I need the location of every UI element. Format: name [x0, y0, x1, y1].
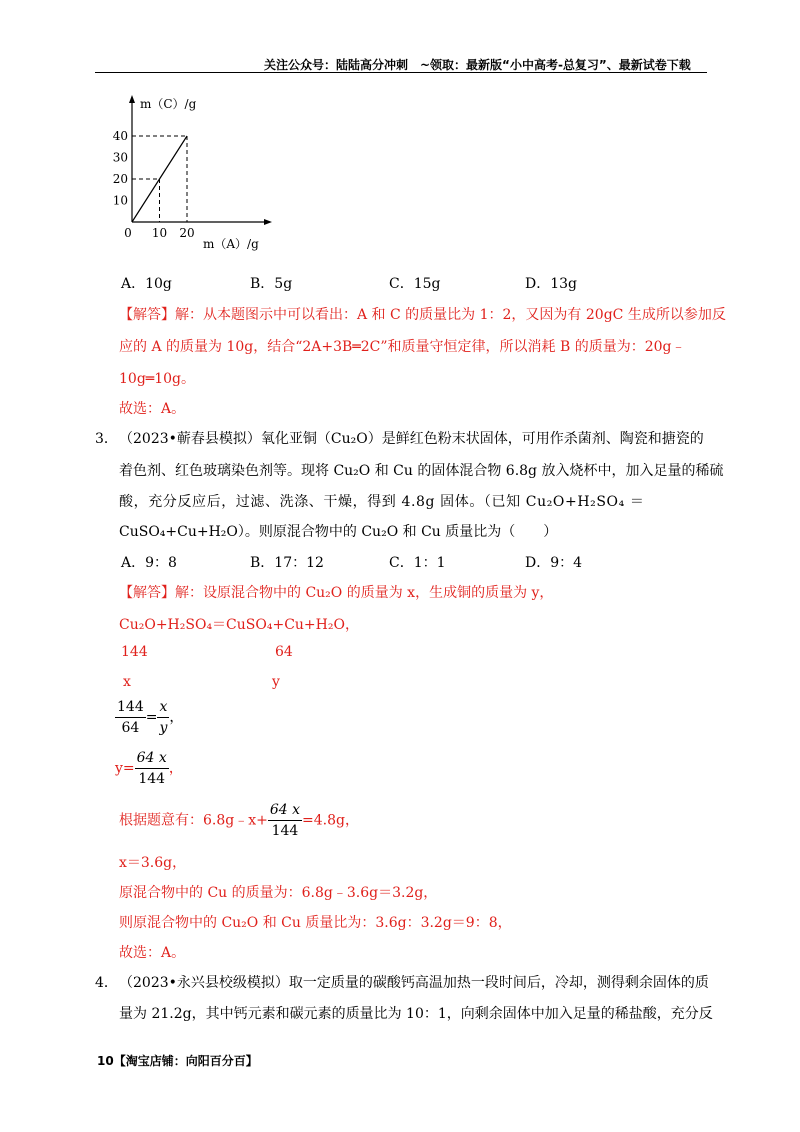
- y-tail: ，: [168, 760, 183, 777]
- y-tick-label: 30: [112, 150, 128, 165]
- q3-option-a: A．9：8: [121, 555, 177, 571]
- y-tick-label: 40: [112, 129, 128, 143]
- x-result: x＝3.6g，: [119, 855, 187, 871]
- page-number: 10: [97, 1054, 114, 1068]
- x-tick-label: 0: [124, 226, 132, 240]
- q2-answer-line1: 【解答】解：从本题图示中可以看出：A 和 C 的质量比为 1：2，又因为有 20gC 生成所以参加反: [119, 307, 726, 323]
- y-tick-label: 10: [112, 193, 128, 208]
- header-rule: [95, 72, 707, 73]
- fraction-right-den: y: [159, 720, 168, 736]
- condition-fraction: [268, 800, 302, 841]
- footer: [97, 1052, 258, 1069]
- q3-answer-line1: 【解答】解：设原混合物中的 Cu₂O 的质量为 x，生成铜的质量为 y，: [119, 585, 554, 601]
- y-fraction-den: 144: [138, 771, 166, 787]
- q2-option-b: B．5g: [250, 276, 293, 292]
- q3-line4: CuSO₄+Cu+H₂O）。则原混合物中的 Cu₂O 和 Cu 质量比为（ ）: [119, 524, 558, 540]
- q3-option-b: B．17：12: [250, 555, 324, 571]
- mass-chart: [110, 92, 280, 252]
- y-fraction: [135, 748, 169, 789]
- q3-line3: 酸，充分反应后，过滤、洗涤、干燥，得到 4.8g 固体。（已知 Cu₂O+H₂SO₄ ＝: [119, 494, 645, 510]
- condition-fraction-den: 144: [271, 823, 299, 839]
- condition-prefix: 根据题意有：6.8g﹣x+: [119, 812, 268, 829]
- condition-fraction-num: 64 x: [268, 800, 302, 821]
- equals-sign: =: [145, 709, 158, 726]
- q3-answer-equation: Cu₂O+H₂SO₄＝CuSO₄+Cu+H₂O，: [119, 617, 359, 633]
- condition-tail: =4.8g，: [302, 812, 359, 829]
- q3-option-c: C．1：1: [389, 555, 446, 571]
- y-axis-label: m（C）/g: [140, 97, 197, 111]
- cu-mass: 原混合物中的 Cu 的质量为：6.8g﹣3.6g＝3.2g，: [119, 885, 438, 901]
- fraction-left: [115, 697, 146, 738]
- q2-option-c: C．15g: [389, 276, 441, 292]
- fraction-left-num: 144: [115, 697, 146, 718]
- condition-expression: [119, 800, 359, 841]
- mass-ratio: 则原混合物中的 Cu₂O 和 Cu 质量比为：3.6g：3.2g＝9：8，: [119, 915, 512, 931]
- ratio-tail: ，: [169, 709, 184, 726]
- q3-answer-var-y: y: [272, 674, 280, 690]
- q3-answer-choice: 故选：A。: [119, 945, 186, 961]
- q2-answer-line2: 应的 A 的质量为 10g，结合“2A+3B═2C”和质量守恒定律，所以消耗 B 的质量为：20g﹣: [119, 339, 686, 355]
- x-tick-label: 20: [179, 226, 195, 240]
- q3-answer-mass-cu2o: 144: [121, 644, 148, 660]
- x-axis-label: m（A）/g: [203, 237, 259, 251]
- ratio-equation: [115, 697, 183, 738]
- q4-line1: （2023•永兴县校级模拟）取一定质量的碳酸钙高温加热一段时间后，冷却，测得剩余固体的质: [119, 975, 709, 991]
- q4-number: 4．: [95, 975, 118, 991]
- q3-answer-mass-cu: 64: [275, 644, 293, 660]
- q2-answer-choice: 故选：A。: [119, 401, 186, 417]
- q2-answer-line3: 10g═10g。: [119, 371, 195, 387]
- q3-option-d: D．9：4: [525, 555, 583, 571]
- q3-number: 3．: [95, 431, 118, 447]
- q2-option-a: A．10g: [121, 276, 172, 292]
- fraction-right: [157, 697, 169, 738]
- y-prefix: y=: [115, 760, 135, 777]
- q2-option-d: D．13g: [525, 276, 578, 292]
- y-expression: [115, 748, 183, 789]
- x-axis-arrow: [264, 219, 272, 225]
- q4-line2: 量为 21.2g，其中钙元素和碳元素的质量比为 10：1，向剩余固体中加入足量的稀盐酸，充分反: [119, 1006, 713, 1022]
- shop-name: 【淘宝店铺：向阳百分百】: [113, 1054, 258, 1068]
- y-fraction-num: 64 x: [135, 748, 169, 769]
- x-tick-label: 10: [151, 226, 168, 240]
- y-axis-arrow: [129, 95, 135, 103]
- fraction-left-den: 64: [121, 720, 140, 736]
- q3-line2: 着色剂、红色玻璃染色剂等。现将 Cu₂O 和 Cu 的固体混合物 6.8g 放入烧杯中，加入足量的稀硫: [119, 463, 724, 479]
- q3-answer-var-x: x: [123, 674, 131, 690]
- y-tick-label: 20: [112, 172, 128, 186]
- q3-line1: （2023•蕲春县模拟）氧化亚铜（Cu₂O）是鲜红色粉末状固体，可用作杀菌剂、陶瓷和搪瓷的: [119, 431, 704, 447]
- fraction-right-num: x: [157, 697, 169, 718]
- header-text: 关注公众号：陆陆高分冲刺 ~领取：最新版“小中高考-总复习”、最新试卷下载: [264, 58, 691, 72]
